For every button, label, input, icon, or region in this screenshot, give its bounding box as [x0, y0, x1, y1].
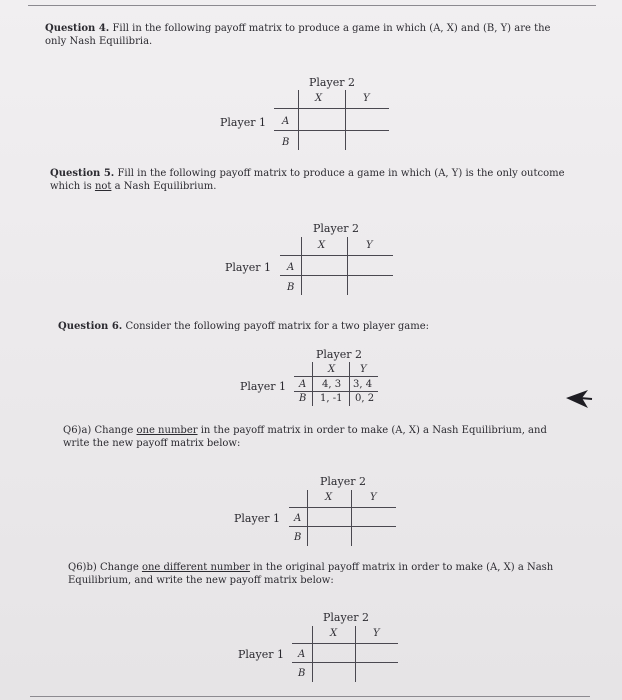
col-x-label: X — [330, 628, 338, 639]
col-y-label: Y — [373, 628, 380, 639]
player1-label: Player 1 — [234, 512, 280, 525]
payoff-b-y: 0, 2 — [355, 393, 375, 404]
row-a-label: A — [282, 116, 290, 127]
row-a-label: A — [287, 262, 295, 273]
col-y-label: Y — [370, 492, 377, 503]
player1-label: Player 1 — [240, 380, 286, 393]
emphasis-one-different-number: one different number — [141, 562, 250, 573]
row-b-label: B — [298, 668, 306, 679]
player2-label: Player 2 — [309, 76, 355, 89]
row-a-label: A — [298, 649, 306, 660]
player2-label: Player 2 — [316, 348, 362, 361]
col-y-label: Y — [363, 93, 370, 104]
question-6a-text: Q6)a) Change one number in the payoff matrix in order to make (A, X) a Nash Equilibrium, and write the new payoff matrix below: — [63, 425, 547, 449]
bottom-rule — [30, 696, 590, 697]
row-b-label: B — [282, 137, 290, 148]
row-a-label: A — [294, 513, 302, 524]
player2-label: Player 2 — [313, 222, 359, 235]
question-4-body: Fill in the following payoff matrix to produce a game in which (A, X) and (B, Y) are the only Nash Equilibria. — [45, 23, 551, 47]
col-x-label: X — [328, 364, 336, 375]
player1-label: Player 1 — [220, 116, 266, 129]
emphasis-not: not — [94, 181, 112, 192]
question-4-label: Question 4. — [45, 23, 110, 34]
arrow-cursor-icon — [564, 388, 594, 412]
question-6b-text: Q6)b) Change one different number in the original payoff matrix in order to make (A, X) a Nash Equilibrium, and write the new payoff matrix below: — [68, 562, 554, 586]
emphasis-one-number: one number — [136, 425, 198, 436]
row-b-label: B — [299, 393, 307, 404]
player1-label: Player 1 — [238, 648, 284, 661]
question-6-label: Question 6. — [58, 321, 123, 332]
top-rule — [28, 5, 596, 6]
row-b-label: B — [294, 532, 302, 543]
col-y-label: Y — [360, 364, 367, 375]
row-a-label: A — [299, 379, 307, 390]
row-b-label: B — [287, 282, 295, 293]
payoff-a-y: 3, 4 — [353, 379, 373, 390]
col-y-label: Y — [366, 240, 373, 251]
question-4-text — [45, 22, 570, 48]
payoff-a-x: 4, 3 — [322, 379, 342, 390]
question-5-text: Question 5. Fill in the following payoff matrix to produce a game in which (A, Y) is the only outcome which is not a Nash Equilibrium. — [50, 168, 565, 192]
question-5-label: Question 5. — [50, 168, 115, 179]
player2-label: Player 2 — [320, 475, 366, 488]
col-x-label: X — [325, 492, 333, 503]
col-x-label: X — [318, 240, 326, 251]
col-x-label: X — [315, 93, 323, 104]
question-6-text: Question 6. Consider the following payoff matrix for a two player game: — [58, 321, 430, 332]
payoff-b-x: 1, -1 — [320, 393, 343, 404]
player1-label: Player 1 — [225, 261, 271, 274]
player2-label: Player 2 — [323, 611, 369, 624]
